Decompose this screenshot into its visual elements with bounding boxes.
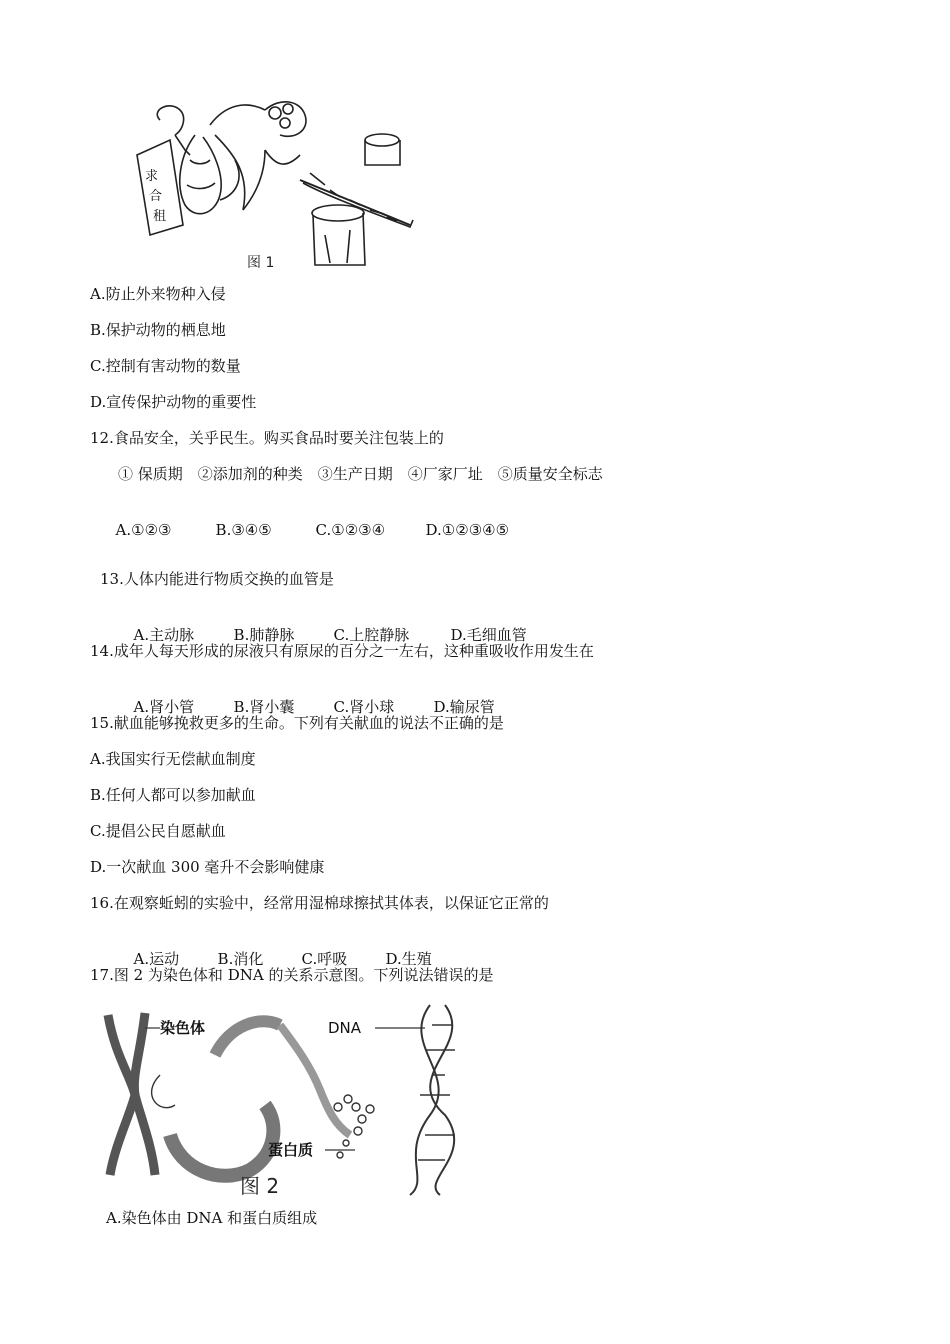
q13-option-a: A.主动脉 xyxy=(133,626,195,644)
q12-option-a: A.①②③ xyxy=(115,521,172,539)
figure-2-illustration xyxy=(100,995,465,1200)
q13-option-b: B.肺静脉 xyxy=(233,626,295,644)
q14-option-c: C.肾小球 xyxy=(333,698,395,716)
q16-option-b: B.消化 xyxy=(217,950,264,968)
label-protein: 蛋白质 xyxy=(268,1141,314,1159)
q12-stem: 12.食品安全，关乎民生。购买食品时要关注包装上的 xyxy=(90,429,444,447)
q15-option-b: B.任何人都可以参加献血 xyxy=(90,786,256,804)
q11-option-a: A.防止外来物种入侵 xyxy=(90,285,226,303)
q15-option-c: C.提倡公民自愿献血 xyxy=(90,822,226,840)
q13-option-c: C.上腔静脉 xyxy=(333,626,410,644)
q11-option-c: C.控制有害动物的数量 xyxy=(90,357,241,375)
q16-option-c: C.呼吸 xyxy=(301,950,348,968)
q15-stem: 15.献血能够挽救更多的生命。下列有关献血的说法不正确的是 xyxy=(90,714,504,732)
q17-stem: 17.图 2 为染色体和 DNA 的关系示意图。下列说法错误的是 xyxy=(90,966,494,984)
q13-option-d: D.毛细血管 xyxy=(450,626,527,644)
figure-2-caption: 图 2 xyxy=(240,1174,280,1198)
q12-items: ① 保质期 ②添加剂的种类 ③生产日期 ④厂家厂址 ⑤质量安全标志 xyxy=(118,465,603,483)
q14-option-a: A.肾小管 xyxy=(133,698,195,716)
q14-option-b: B.肾小囊 xyxy=(233,698,295,716)
q16-option-d: D.生殖 xyxy=(385,950,432,968)
label-dna: DNA xyxy=(328,1019,362,1037)
sign-char-3: 租 xyxy=(153,209,167,224)
q12-options xyxy=(106,500,509,540)
q14-stem: 14.成年人每天形成的尿液只有原尿的百分之一左右，这种重吸收作用发生在 xyxy=(90,642,594,660)
q14-option-d: D.输尿管 xyxy=(433,698,495,716)
q11-option-d: D.宣传保护动物的重要性 xyxy=(90,393,257,411)
q13-stem: 13.人体内能进行物质交换的血管是 xyxy=(100,570,334,588)
figure-1-illustration xyxy=(125,95,420,270)
q14-options xyxy=(124,677,495,717)
q15-option-d: D.一次献血 300 毫升不会影响健康 xyxy=(90,858,325,876)
figure-1-caption: 图 1 xyxy=(247,255,275,270)
q11-option-b: B.保护动物的栖息地 xyxy=(90,321,226,339)
figure-1 xyxy=(125,95,420,270)
figure-2 xyxy=(100,995,465,1200)
q17-option-a: A.染色体由 DNA 和蛋白质组成 xyxy=(106,1209,318,1227)
q12-option-d: D.①②③④⑤ xyxy=(425,521,510,539)
q16-options xyxy=(124,929,432,969)
q16-stem: 16.在观察蚯蚓的实验中，经常用湿棉球擦拭其体表，以保证它正常的 xyxy=(90,894,549,912)
q12-option-c: C.①②③④ xyxy=(315,521,386,539)
sign-char-2: 合 xyxy=(149,189,163,204)
sign-char-1: 求 xyxy=(145,169,159,184)
label-chromosome: 染色体 xyxy=(160,1019,206,1037)
q16-option-a: A.运动 xyxy=(133,950,180,968)
q13-options xyxy=(124,605,527,645)
q15-option-a: A.我国实行无偿献血制度 xyxy=(90,750,256,768)
q12-option-b: B.③④⑤ xyxy=(215,521,272,539)
